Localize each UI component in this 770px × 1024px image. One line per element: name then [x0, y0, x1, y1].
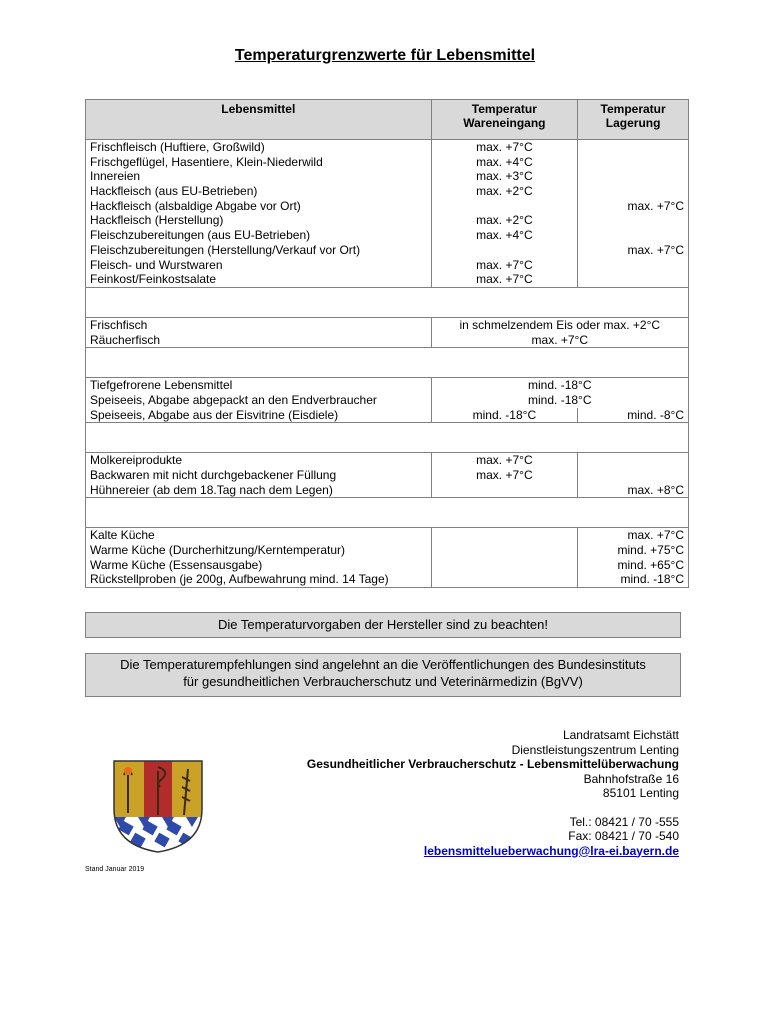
food-label: Speiseeis, Abgabe abgepackt an den Endverbraucher: [90, 392, 377, 407]
temperature-storage: [578, 483, 689, 498]
temperature-receipt: [431, 453, 578, 468]
temperature-value: [582, 140, 684, 155]
food-name: [86, 213, 432, 228]
food-name: [86, 155, 432, 170]
table-row: [86, 393, 689, 408]
temperature-storage: [578, 453, 689, 468]
food-label: Hackfleisch (alsbaldige Abgabe vor Ort): [90, 198, 301, 213]
temperature-combined: [431, 333, 688, 348]
food-name: [86, 572, 432, 587]
temperature-value: max. +7°C: [476, 272, 533, 287]
table-row: [86, 408, 689, 423]
coat-of-arms-icon: [110, 757, 206, 855]
temperature-value: max. +3°C: [476, 169, 533, 184]
food-name: [86, 333, 432, 348]
temperature-value: [582, 213, 684, 228]
address-block: [307, 728, 679, 858]
temperature-value: max. +7°C: [476, 453, 533, 468]
temperature-value: [582, 272, 684, 287]
temperature-value: [582, 468, 684, 483]
table-row: [86, 572, 689, 587]
temperature-value: [436, 199, 574, 214]
temperature-combined: [431, 378, 688, 393]
temperature-value: mind. -18°C: [528, 378, 592, 393]
food-label: Hühnereier (ab dem 18.Tag nach dem Legen): [90, 482, 333, 497]
food-name: [86, 184, 432, 199]
temperature-receipt: [431, 468, 578, 483]
food-name: [86, 258, 432, 273]
food-label: Hackfleisch (Herstellung): [90, 213, 224, 228]
food-name: [86, 528, 432, 543]
temperature-value: max. +4°C: [476, 154, 533, 169]
temperature-storage: [578, 199, 689, 214]
office-name: Landratsamt Eichstätt: [562, 728, 679, 742]
temperature-combined: [431, 393, 688, 408]
temperature-value: [436, 243, 574, 258]
table-row: [86, 228, 689, 243]
center-name: Dienstleistungszentrum Lenting: [511, 742, 679, 757]
table-row: [86, 243, 689, 258]
food-name: [86, 558, 432, 573]
bgvv-note: Die Temperaturempfehlungen sind angelehnt an die Veröffentlichungen des Bundesinstituts für gesundheitlichen Verbraucherschutz und Veterinärmedizin (BgVV): [85, 653, 681, 697]
food-name: [86, 393, 432, 408]
temperature-value: mind. +65°C: [617, 557, 684, 572]
food-label: Warme Küche (Durcherhitzung/Kerntemperatur): [90, 543, 345, 558]
food-label: Rückstellproben (je 200g, Aufbewahrung mind. 14 Tage): [90, 572, 389, 587]
food-label: Backwaren mit nicht durchgebackener Füllung: [90, 468, 337, 482]
temperature-receipt: [431, 184, 578, 199]
table-row: [86, 213, 689, 228]
food-name: [86, 140, 432, 155]
food-label: Räucherfisch: [90, 332, 161, 347]
food-name: [86, 243, 432, 258]
food-name: [86, 408, 432, 423]
temperature-value: [436, 572, 574, 587]
temperature-receipt: [431, 558, 578, 573]
temperature-receipt: [431, 483, 578, 498]
telephone: Tel.: 08421 / 70 -555: [569, 814, 679, 829]
food-name: [86, 543, 432, 558]
separator-row: [86, 348, 689, 378]
temperature-value: [582, 258, 684, 273]
table-row: [86, 155, 689, 170]
separator-cell: [86, 287, 689, 317]
temperature-value: max. +4°C: [476, 228, 533, 243]
temperature-value: max. +7°C: [531, 332, 589, 347]
department-name: Gesundheitlicher Verbraucherschutz - Lebensmittelüberwachung: [306, 757, 679, 771]
table-row: [86, 453, 689, 468]
temperature-receipt: [431, 543, 578, 558]
food-label: Frischgeflügel, Hasentiere, Klein-Niederwild: [90, 154, 323, 169]
temperature-value: max. +7°C: [476, 257, 533, 272]
temperature-storage: [578, 528, 689, 543]
food-label: Feinkost/Feinkostsalate: [90, 272, 217, 287]
table-body: [86, 140, 689, 588]
food-name: [86, 272, 432, 287]
temperature-value: max. +7°C: [476, 468, 533, 482]
food-label: Innereien: [90, 169, 141, 184]
temperature-value: max. +2°C: [476, 184, 533, 199]
temperature-receipt: [431, 140, 578, 155]
temperature-storage: [578, 408, 689, 423]
temperature-storage: [578, 184, 689, 199]
table-row: [86, 184, 689, 199]
temperature-receipt: [431, 228, 578, 243]
table-row: [86, 528, 689, 543]
food-label: Fleischzubereitungen (Herstellung/Verkauf vor Ort): [90, 242, 361, 257]
temperature-value: [582, 169, 684, 184]
temperature-value: max. +7°C: [627, 242, 684, 257]
food-name: [86, 453, 432, 468]
temperature-storage: [578, 558, 689, 573]
temperature-storage: [578, 258, 689, 273]
temperature-value: [436, 528, 574, 543]
food-label: Molkereiprodukte: [90, 453, 183, 468]
food-label: Fleisch- und Wurstwaren: [90, 257, 223, 272]
temperature-value: mind. -18°C: [620, 572, 684, 587]
table-row: [86, 169, 689, 184]
temperature-value: mind. -8°C: [627, 407, 684, 422]
food-name: [86, 199, 432, 214]
separator-row: [86, 423, 689, 453]
food-label: Warme Küche (Essensausgabe): [90, 557, 263, 572]
temperature-storage: [578, 572, 689, 587]
page-title: Temperaturgrenzwerte für Lebensmittel: [234, 47, 536, 64]
temperature-receipt: [431, 213, 578, 228]
separator-row: [86, 498, 689, 528]
separator-cell: [86, 423, 689, 453]
separator-row: [86, 287, 689, 317]
table-row: [86, 272, 689, 287]
table-row: [86, 140, 689, 155]
email-link[interactable]: lebensmittelueberwachung@lra-ei.bayern.de: [423, 843, 679, 858]
food-label: Hackfleisch (aus EU-Betrieben): [90, 184, 258, 199]
temperature-storage: [578, 543, 689, 558]
food-name: [86, 483, 432, 498]
temperature-receipt: [431, 572, 578, 587]
table-row: [86, 199, 689, 214]
temperature-receipt: [431, 408, 578, 423]
food-label: Fleischzubereitungen (aus EU-Betrieben): [90, 228, 311, 243]
temperature-receipt: [431, 528, 578, 543]
temperature-storage: [578, 468, 689, 483]
header-storage: Temperatur Lagerung: [578, 100, 689, 140]
separator-cell: [86, 498, 689, 528]
temperature-value: [582, 453, 684, 468]
food-name: [86, 228, 432, 243]
food-name: [86, 378, 432, 393]
manufacturer-note: Die Temperaturvorgaben der Hersteller sind zu beachten!: [85, 612, 681, 638]
street: Bahnhofstraße 16: [583, 771, 679, 786]
temperature-receipt: [431, 272, 578, 287]
food-name: [86, 317, 432, 332]
temperature-storage: [578, 169, 689, 184]
temperature-value: [436, 558, 574, 573]
temperature-value: [582, 155, 684, 170]
food-label: Frischfisch: [90, 317, 148, 332]
temperature-receipt: [431, 169, 578, 184]
table-row: [86, 483, 689, 498]
temperature-storage: [578, 272, 689, 287]
temperature-value: [436, 543, 574, 558]
table-row: [86, 378, 689, 393]
header-food: Lebensmittel: [86, 100, 432, 140]
temperature-value: max. +7°C: [476, 140, 533, 154]
stand-date: Stand Januar 2019: [85, 866, 145, 873]
table-row: [86, 333, 689, 348]
temperature-receipt: [431, 243, 578, 258]
food-label: Frischfleisch (Huftiere, Großwild): [90, 140, 265, 154]
table-row: [86, 317, 689, 332]
temperature-receipt: [431, 258, 578, 273]
temperature-value: in schmelzendem Eis oder max. +2°C: [459, 317, 661, 332]
temperature-value: max. +7°C: [627, 198, 684, 213]
header-receipt: Temperatur Wareneingang: [431, 100, 578, 140]
table-row: [86, 558, 689, 573]
temperature-storage: [578, 155, 689, 170]
temperature-value: [582, 184, 684, 199]
temperature-combined: [431, 317, 688, 332]
temperature-value: mind. -18°C: [472, 407, 537, 422]
temperature-storage: [578, 140, 689, 155]
temperature-receipt: [431, 155, 578, 170]
food-name: [86, 468, 432, 483]
temperature-value: max. +7°C: [627, 528, 684, 543]
city: 85101 Lenting: [602, 786, 679, 800]
temperature-value: [582, 228, 684, 243]
food-label: Kalte Küche: [90, 528, 155, 543]
fax: Fax: 08421 / 70 -540: [568, 829, 679, 843]
food-label: Speiseeis, Abgabe aus der Eisvitrine (Eisdiele): [90, 407, 339, 422]
separator-cell: [86, 348, 689, 378]
table-row: [86, 543, 689, 558]
temperature-value: max. +8°C: [627, 482, 684, 497]
food-name: [86, 169, 432, 184]
temperature-storage: [578, 228, 689, 243]
temperature-value: max. +2°C: [476, 213, 533, 228]
temperature-storage: [578, 213, 689, 228]
temperature-table: [85, 99, 689, 588]
temperature-value: mind. +75°C: [617, 543, 684, 558]
temperature-value: [436, 483, 574, 498]
temperature-value: mind. -18°C: [528, 392, 592, 407]
table-row: [86, 468, 689, 483]
temperature-storage: [578, 243, 689, 258]
temperature-receipt: [431, 199, 578, 214]
food-label: Tiefgefrorene Lebensmittel: [90, 378, 233, 393]
table-row: [86, 258, 689, 273]
